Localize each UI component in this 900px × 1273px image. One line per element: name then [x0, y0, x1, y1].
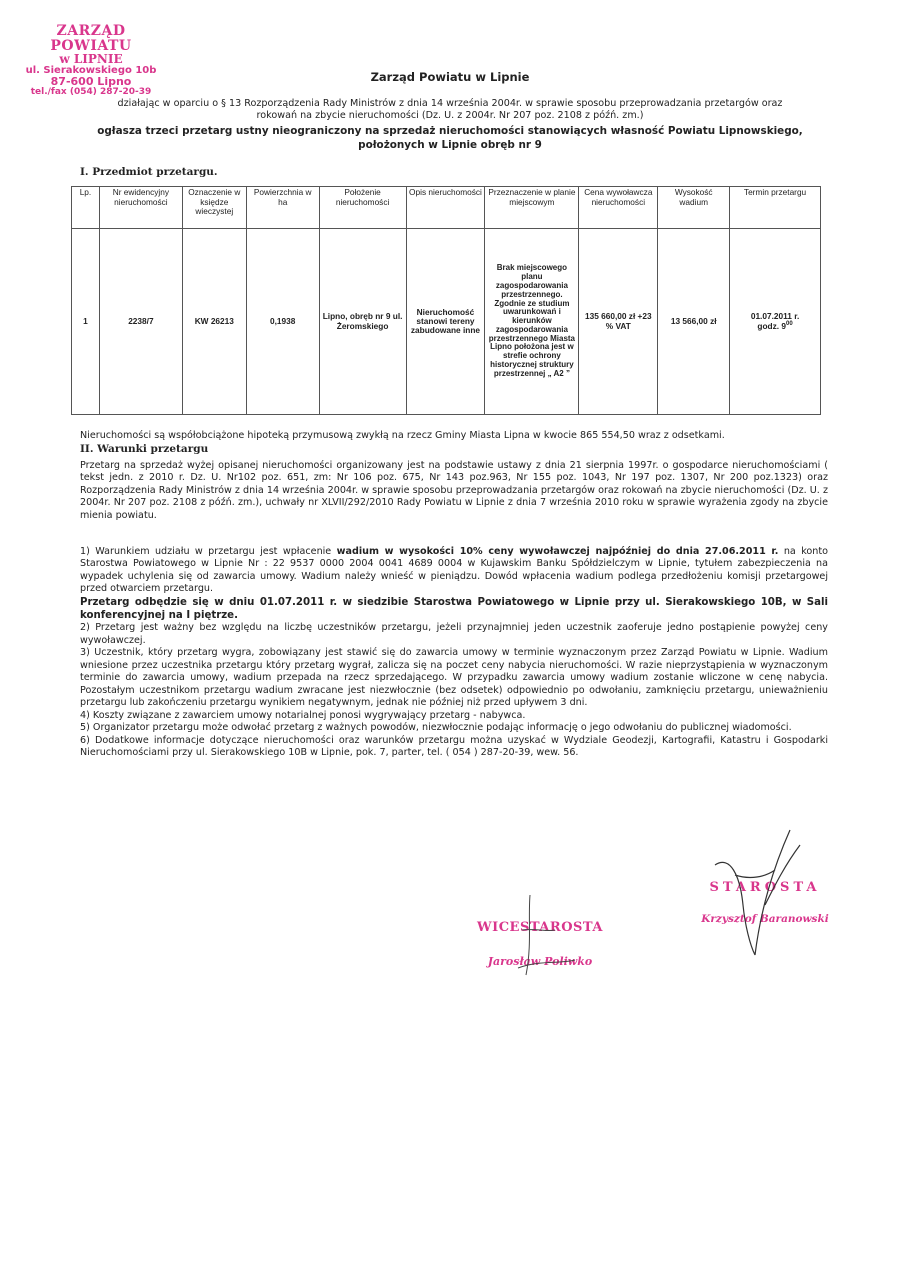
term-4: 4) Koszty związane z zawarciem umowy notarialnej ponosi wygrywający przetarg - nabywca.	[80, 709, 526, 721]
announcement: ogłasza trzeci przetarg ustny nieograniczony na sprzedaż nieruchomości stanowiących własność Powiatu Lipnowskiego, położonych w Lipnie obręb nr 9	[97, 125, 803, 151]
starost-name: Krzysztof Baranowski	[701, 913, 829, 925]
termin-hour: godz. 9	[757, 320, 786, 331]
cell-cena: 135 660,00 zł +23 % VAT	[579, 229, 658, 415]
starost-role: STAROSTA	[709, 880, 821, 895]
signature-scribble-right	[705, 815, 825, 965]
section-2-heading: II. Warunki przetargu	[80, 443, 209, 455]
header-lp: Lp.	[72, 187, 100, 229]
termin-date: 01.07.2011 r.	[750, 310, 800, 321]
vice-starost-role: WICESTAROSTA	[477, 920, 603, 935]
document-title: Zarząd Powiatu w Lipnie	[370, 70, 530, 84]
termin-minutes: 00	[786, 321, 793, 328]
stamp-line-5: tel./fax (054) 287-20-39	[30, 87, 152, 98]
terms-legal-basis: Przetarg na sprzedaż wyżej opisanej nieruchomości organizowany jest na podstawie ustawy z dnia 21 sierpnia 1997r. o gospodarce nieruchomościami ( tekst jedn. z 2010 r. Dz. U. Nr102 poz. 651, zm: Nr 106 poz. 675, Nr 143 poz.963, Nr 155 poz. 1043, Nr 197 poz. 1307, Nr 200 poz.1323) oraz Rozporządzenia Rady Ministrów z dnia 14 września 2004r. w sprawie sposobu przeprowadzania przetargów oraz rokowań na zbycie nieruchomości (Dz. U. z 2004r. Nr 207 poz. 2108 z późń. zm.), uchwały nr XLVII/292/2010 Rady Powiatu w Lipnie z dnia 7 września 2010 roku w sprawie wyrażenia zgody na zbycie mienia powiatu.	[80, 460, 828, 521]
stamp-line-1: ZARZĄD POWIATU	[50, 23, 132, 54]
cell-przeznaczenie: Brak miejscowego planu zagospodarowania przestrzennego. Zgodnie ze studium uwarunkowań i kierunków zagospodarowania przestrzennego Miasta Lipno położona jest w strefie ochrony historycznej struktury przestrzennej „ A2 ”	[485, 229, 579, 415]
header-oznaczenie: Oznaczenie w księdze wieczystej	[182, 187, 246, 229]
property-table	[71, 186, 821, 415]
term-6: 6) Dodatkowe informacje dotyczące nieruchomości oraz warunków przetargu można uzyskać w Wydziale Geodezji, Kartografii, Katastru i Gospodarki Nieruchomościami przy ul. Sierakowskiego 10B w Lipnie, pok. 7, parter, tel. ( 054 ) 287-20-39, wew. 56.	[80, 734, 828, 759]
table-header-row	[72, 187, 821, 229]
stamp-line-3: ul. Sierakowskiego 10b	[25, 64, 157, 76]
signature-scribble-left	[500, 890, 580, 990]
cell-nr-ewid: 2238/7	[99, 229, 182, 415]
cell-opis: Nieruchomość stanowi tereny zabudowane inne	[406, 229, 485, 415]
term-1-deposit: wadium w wysokości 10% ceny wywoławczej najpóźniej do dnia 27.06.2011 r.	[336, 546, 779, 557]
header-polozenie: Położenie nieruchomości	[319, 187, 406, 229]
header-wadium: Wysokość wadium	[658, 187, 730, 229]
header-powierzchnia: Powierzchnia w ha	[246, 187, 319, 229]
terms-list	[80, 546, 828, 760]
header-przeznaczenie: Przeznaczenie w planie miejscowym	[485, 187, 579, 229]
stamp-line-2: w LIPNIE	[59, 52, 123, 67]
term-1	[80, 546, 828, 596]
term-2: 2) Przetarg jest ważny bez względu na liczbę uczestników przetargu, jeżeli przynajmniej jeden uczestnik zaoferuje jedno postąpienie powyżej ceny wywoławczej.	[80, 622, 828, 646]
cell-lp: 1	[72, 229, 100, 415]
term-5: 5) Organizator przetargu może odwołać przetarg z ważnych powodów, niezwłocznie podając informację o jego odwołaniu do publicznej wiadomości.	[80, 722, 792, 734]
vice-starost-name: Jarosław Poliwko	[487, 955, 593, 968]
header-cena: Cena wywoławcza nieruchomości	[579, 187, 658, 229]
cell-powierzchnia: 0,1938	[246, 229, 319, 415]
cell-oznaczenie: KW 26213	[182, 229, 246, 415]
cell-wadium: 13 566,00 zł	[658, 229, 730, 415]
encumbrance-note: Nieruchomości są współobciążone hipoteką przymusową zwykłą na rzecz Gminy Miasta Lipna w kwocie 865 554,50 wraz z odsetkami.	[80, 430, 725, 441]
table-row	[72, 229, 821, 415]
term-1-lead: 1) Warunkiem udziału w przetargu jest wpłacenie	[80, 546, 337, 557]
term-1-rest: na konto Starostwa Powiatowego w Lipnie Nr : 22 9537 0000 2004 0041 4689 0004 w Kujawskim Banku Spółdzielczym w Lipnie, tytułem zabezpieczenia na wypadek uchylenia się od zawarcia umowy. Wadium należy wnieść w pieniądzu. Dowód wpłacenia wadium podlega przedłożeniu komisji przetargowej przed otwarciem przetargu.	[80, 546, 829, 595]
term-3: 3) Uczestnik, który przetarg wygra, zobowiązany jest stawić się do zawarcia umowy w terminie wyznaczonym przez Zarząd Powiatu w Lipnie. Wadium wniesione przez uczestnika przetargu który przetarg wygrał, zalicza się na poczet ceny nabycia nieruchomości. W razie nieprzystąpienia w wyznaczonym terminie do zawarcia umowy, wadium przepada na rzecz sprzedającego. W przypadku zawarcia umowy wadium zostanie wliczone w cenę nabycia. Pozostałym uczestnikom przetargu wadium zwracane jest niezwłocznie (bez odsetek) odpowiednio po odwołaniu, zamknięciu przetargu, unieważnieniu przetargu lub zakończeniu przetargu wynikiem negatywnym, jednak nie później niż przed upływem 3 dni.	[80, 647, 828, 709]
header-nr-ewid: Nr ewidencyjny nieruchomości	[99, 187, 182, 229]
header-opis: Opis nieruchomości	[406, 187, 485, 229]
section-1-heading: I. Przedmiot przetargu.	[80, 166, 218, 178]
cell-polozenie: Lipno, obręb nr 9 ul. Żeromskiego	[319, 229, 406, 415]
cell-termin	[730, 229, 821, 415]
office-stamp	[16, 24, 166, 97]
legal-basis-intro: działając w oparciu o § 13 Rozporządzenia Rady Ministrów z dnia 14 września 2004r. w sprawie sposobu przeprowadzania przetargów oraz rokowań na zbycie nieruchomości (Dz. U. z 2004r. Nr 207 poz. 2108 z późń. zm.)	[117, 98, 783, 122]
stamp-line-4: 87-600 Lipno	[50, 75, 132, 89]
header-termin: Termin przetargu	[730, 187, 821, 229]
auction-venue: Przetarg odbędzie się w dniu 01.07.2011 r. w siedzibie Starostwa Powiatowego w Lipnie przy ul. Sierakowskiego 10B, w Sali konferencyjnej na I piętrze.	[80, 596, 828, 622]
